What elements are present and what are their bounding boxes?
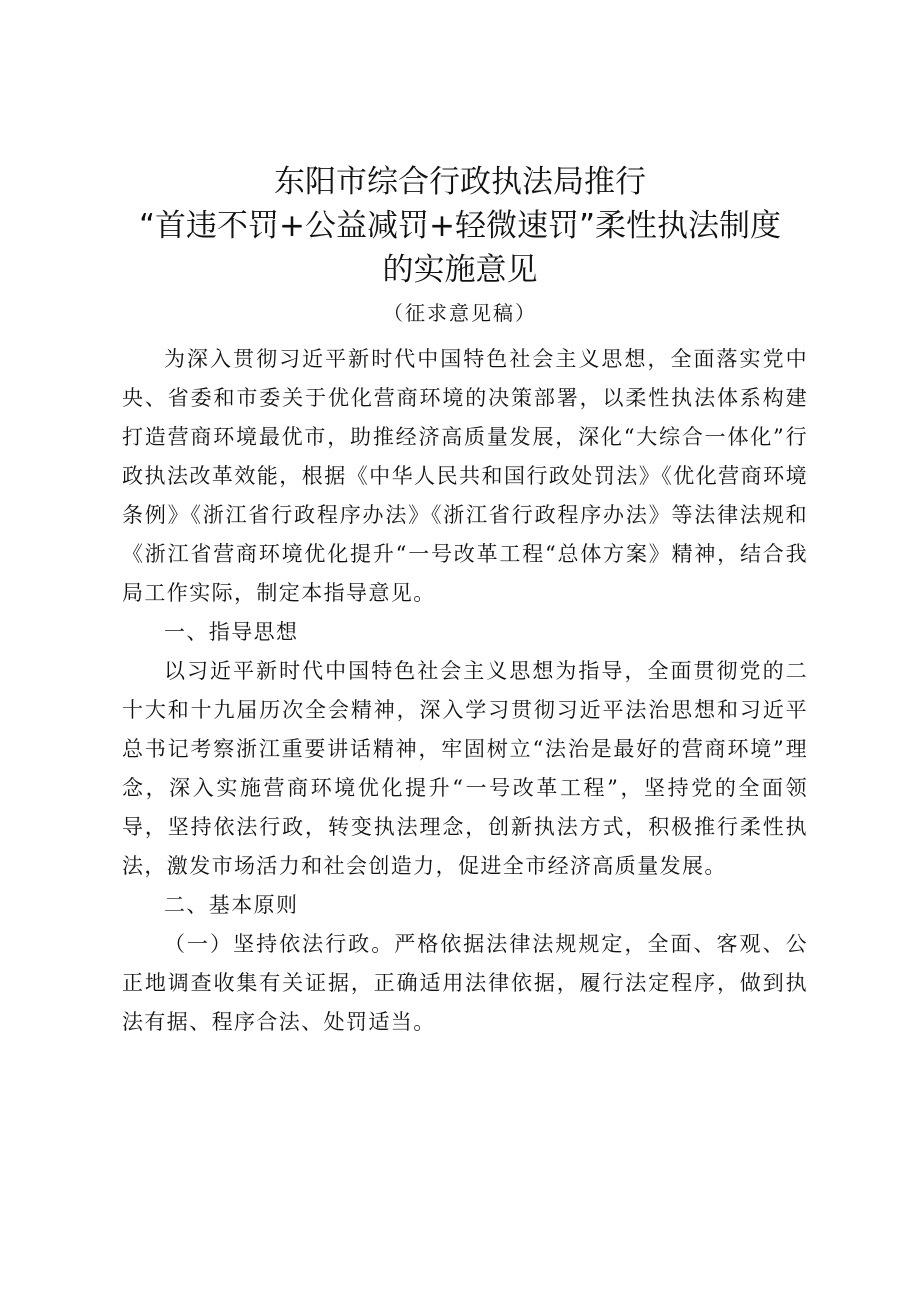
title-line-2: “首违不罚+公益减罚+轻微速罚”柔性执法制度 — [138, 208, 782, 244]
title-line-1: 东阳市综合行政执法局推行 — [274, 164, 646, 200]
section-heading-basic-principles: 二、基本原则 — [164, 893, 299, 917]
document-title — [100, 160, 820, 328]
principle-item-1: （一）坚持依法行政。严格依据法律法规规定，全面、客观、公正地调查收集有关证据，正确适用法律依据，履行法定程序，做到执法有据、程序合法、处罚适当。 — [122, 932, 808, 1034]
intro-paragraph: 为深入贯彻习近平新时代中国特色社会主义思想，全面落实党中央、省委和市委关于优化营商环境的决策部署，以柔性执法体系构建打造营商环境最优市，助推经济高质量发展，深化“大综合一体化”行政执法改革效能，根据《中华人民共和国行政处罚法》《优化营商环境条例》《浙江省行政程序办法》《浙江省行政程序办法》等法律法规和《浙江省营商环境优化提升“一号改革工程“总体方案》精神，结合我局工作实际，制定本指导意见。 — [122, 347, 808, 605]
title-line-3: 的实施意见 — [382, 252, 538, 288]
document-subtitle: （征求意见稿） — [383, 301, 537, 325]
section-heading-guiding-thought: 一、指导思想 — [164, 620, 299, 644]
document-body — [122, 340, 808, 1042]
guiding-thought-paragraph: 以习近平新时代中国特色社会主义思想为指导，全面贯彻党的二十大和十九届历次全会精神，深入学习贯彻习近平法治思想和习近平总书记考察浙江重要讲话精神，牢固树立“法治是最好的营商环境”理念，深入实施营商环境优化提升“一号改革工程”，坚持党的全面领导，坚持依法行政，转变执法理念，创新执法方式，积极推行柔性执法，激发市场活力和社会创造力，促进全市经济高质量发展。 — [122, 659, 808, 878]
